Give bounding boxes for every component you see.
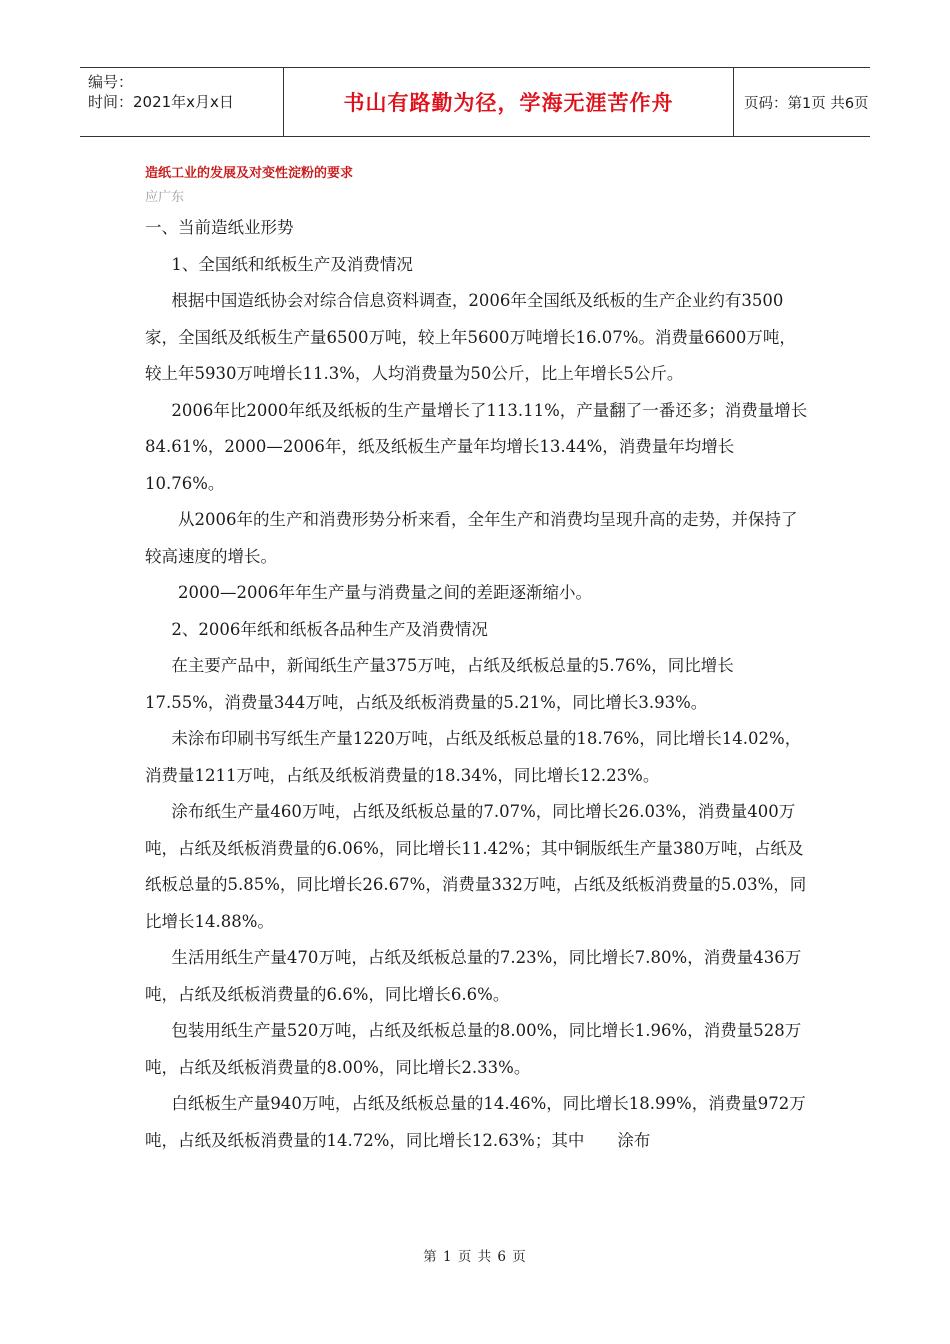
body-paragraph: 2000—2006年年生产量与消费量之间的差距逐渐缩小。 — [178, 583, 592, 602]
document-date-label: 时间：2021年x月x日 — [88, 93, 234, 111]
header-right-cell — [734, 68, 870, 136]
document-body — [145, 210, 810, 1159]
document-title: 造纸工业的发展及对变性淀粉的要求 — [145, 166, 354, 181]
document-number-label: 编号： — [88, 73, 134, 91]
body-paragraph: 涂布纸生产量460万吨，占纸及纸板总量的7.07%，同比增长26.03%，消费量400万吨，占纸及纸板消费量的6.06%，同比增长11.42%；其中铜版纸生产量380万吨，占纸及纸板总量的5.85%，同比增长26.67%，消费量332万吨，占纸及纸板消费量的5.03%，同比增长14.88%。 — [145, 802, 807, 931]
header-motto: 书山有路勤为径，学海无涯苦作舟 — [343, 91, 674, 115]
body-paragraph: 2006年比2000年纸及纸板的生产量增长了113.11%，产量翻了一番还多；消费量增长84.61%，2000—2006年，纸及纸板生产量年均增长13.44%，消费量年均增长10.76%。 — [145, 400, 808, 493]
page-footer: 第 1 页 共 6 页 — [423, 1249, 527, 1265]
document-author: 应广东 — [145, 190, 185, 205]
body-paragraph: 生活用纸生产量470万吨，占纸及纸板总量的7.23%，同比增长7.80%，消费量436万吨，占纸及纸板消费量的6.6%，同比增长6.6%。 — [145, 948, 802, 1004]
body-paragraph: 白纸板生产量940万吨，占纸及纸板总量的14.46%，同比增长18.99%，消费量972万吨，占纸及纸板消费量的14.72%，同比增长12.63%；其中 涂布 — [145, 1094, 806, 1150]
body-paragraph: 包装用纸生产量520万吨，占纸及纸板总量的8.00%，同比增长1.96%，消费量528万吨，占纸及纸板消费量的8.00%，同比增长2.33%。 — [145, 1021, 802, 1077]
section-heading: 一、当前造纸业形势 — [145, 218, 294, 237]
body-paragraph: 未涂布印刷书写纸生产量1220万吨，占纸及纸板总量的18.76%，同比增长14.02%，消费量1211万吨，占纸及纸板消费量的18.34%，同比增长12.23%。 — [145, 729, 802, 785]
header-page-info: 页码：第1页 共6页 — [744, 95, 869, 112]
header-left-cell — [80, 68, 283, 136]
page-header — [80, 67, 870, 137]
subsection-heading: 1、全国纸和纸板生产及消费情况 — [171, 254, 413, 274]
header-middle-cell — [283, 68, 734, 136]
body-paragraph: 从2006年的生产和消费形势分析来看，全年生产和消费均呈现升高的走势，并保持了较高速度的增长。 — [145, 510, 798, 566]
body-paragraph: 在主要产品中，新闻纸生产量375万吨，占纸及纸板总量的5.76%，同比增长17.55%，消费量344万吨，占纸及纸板消费量的5.21%，同比增长3.93%。 — [145, 656, 734, 712]
subsection-heading: 2、2006年纸和纸板各品种生产及消费情况 — [171, 619, 488, 639]
body-paragraph: 根据中国造纸协会对综合信息资料调查，2006年全国纸及纸板的生产企业约有3500家，全国纸及纸板生产量6500万吨，较上年5600万吨增长16.07%。消费量6600万吨，较上年5930万吨增长11.3%，人均消费量为50公斤，比上年增长5公斤。 — [145, 291, 796, 383]
